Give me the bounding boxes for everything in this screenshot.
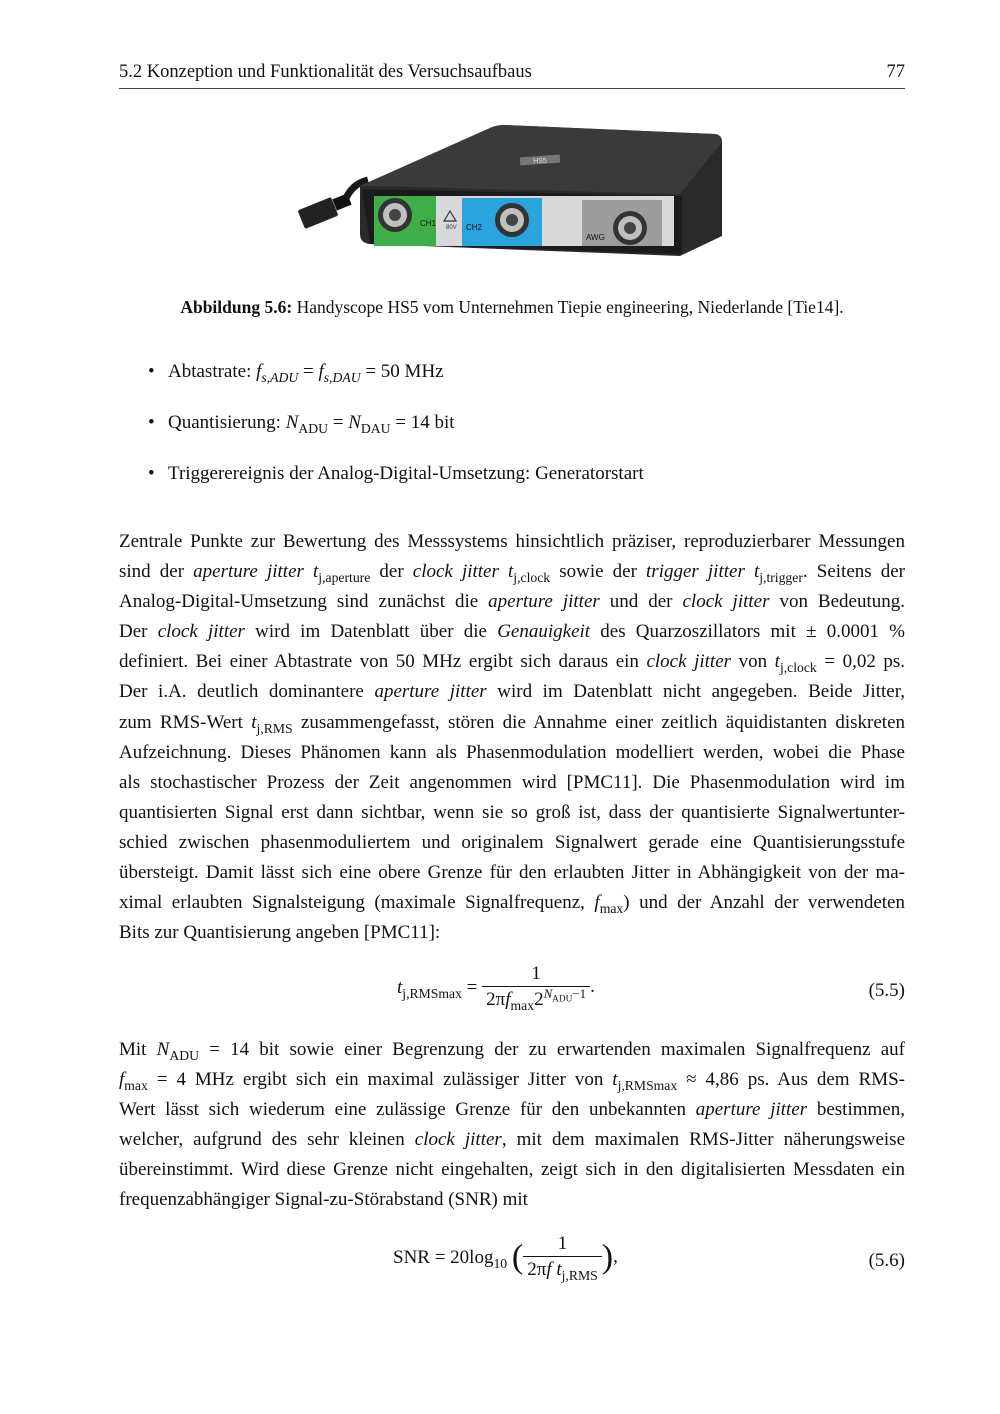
ch1-label: CH1 — [420, 219, 437, 228]
bullet-icon: • — [148, 412, 155, 433]
list-item — [145, 463, 905, 491]
caption-text: Handyscope HS5 vom Unternehmen Tiepie engineering, Niederlande [Tie14]. — [296, 297, 844, 317]
ch1-connector — [378, 198, 412, 232]
equation-number: (5.5) — [868, 980, 905, 1001]
equation-5-6: SNR = $20\log_{10}$ ( $\frac{1}{2\pi f t_{j,RMS}}$ ), (5.6) — [393, 1233, 905, 1283]
bullet-label: Triggerereignis der Analog-Digital-Umsetzung: Generatorstart — [168, 463, 644, 484]
bullet-label: Abtastrate: — [168, 361, 252, 382]
bullet-value: = 50 MHz — [365, 361, 444, 382]
equation-5-5: $t_{j,RMSmax}$ = $\frac{1}{2\pi f_{max}2^{N_{ADU}-1}}$ . (5.5) — [397, 963, 905, 1013]
awg-label: AWG — [586, 233, 605, 242]
paragraph-1: Zentrale Punkte zur Bewertung des Messsystems hinsichtlich präziser, reproduzierbarer Messungen sind der aperture jitter $t_{j,aperture}$ der clock jitter $t_{j,clock}$ sowie der trigger jitter $t_{j,trigger}$. Seitens der Analog-Digital-Umsetzung sind zunächst die aperture jitter und der clock jitter von Bedeutung. Der clock jitter wird im Datenblatt über die Genauigkeit des Quarzoszillators mit ± 0.0001 % definiert. Bei einer Abtastrate von 50 MHz ergibt sich daraus ein clock jitter von $t_{j,clock} = 0,02$ ps. Der i.A. deutlich dominantere aperture jitter wird im Datenblatt nicht angegeben. Beide Jitter, zum RMS-Wert $t_{j,RMS}$ zusammengefasst, stören die Annahme einer zeitlich äquidistanten diskreten Aufzeichnung. Dieses Phänomen kann als Phasenmodulation modelliert werden, wobei die Phase als stochastischer Prozess der Zeit angenommen wird [PMC11]. Die Phasenmodulation wird im quantisierten Signal erst dann sichtbar, wenn sie so groß ist, dass der quantisierte Signalwertunter- schied zwischen phasenmoduliertem und originalem Signalwert gerade eine Quantisierungsstufe übersteigt. Damit lässt sich eine obere Grenze für den erlaubten Jitter in Abhängigkeit von der ma- ximal erlaubten Signalsteigung (maximale Signalfrequenz, $f_{max}$) und der Anzahl der verwendeten Bits zur Quantisierung angeben [PMC11]: — [119, 531, 906, 944]
bullet-value: = 14 bit — [395, 412, 455, 433]
bullet-icon: • — [148, 463, 155, 484]
device-figure — [290, 116, 730, 266]
usb-plug — [298, 197, 339, 229]
awg-connector — [613, 211, 647, 245]
ch2-connector — [495, 203, 529, 237]
warning-label: 80V — [446, 225, 457, 231]
page-number: 77 — [886, 62, 905, 82]
bullet-icon: • — [148, 361, 155, 382]
brand-label: HS5 — [533, 158, 547, 165]
figure-caption — [119, 297, 905, 318]
section-title: 5.2 Konzeption und Funktionalität des Versuchsaufbaus — [119, 62, 532, 82]
running-header — [119, 62, 905, 89]
bullet-label: Quantisierung: — [168, 412, 281, 433]
list-item: • Quantisierung: $N_{ADU} = N_{DAU} = 14$ bit — [148, 412, 455, 436]
ch2-label: CH2 — [466, 223, 483, 232]
list-item: • Abtastrate: $f_{s,ADU} = f_{s,DAU} = 50$ MHz — [148, 361, 444, 385]
caption-label: Abbildung 5.6: — [180, 297, 293, 317]
equation-number: (5.6) — [868, 1250, 905, 1271]
paragraph-2: Mit $N_{ADU} = 14$ bit sowie einer Begrenzung der zu erwartenden maximalen Signalfrequenz auf $f_{max} = 4$ MHz ergibt sich ein maximal zulässiger Jitter von $t_{j,RMSmax} \approx 4,86$ ps. Aus dem RMS- Wert lässt sich wiederum eine zulässige Grenze für den unbekannten aperture jitter bestimmen, welcher, aufgrund des sehr kleinen clock jitter, mit dem maximalen RMS-Jitter näherungsweise übereinstimmt. Wird diese Grenze nicht eingehalten, zeigt sich in den digitalisierten Messdaten ein frequenzabhängiger Signal-zu-Störabstand (SNR) mit — [119, 1039, 906, 1211]
